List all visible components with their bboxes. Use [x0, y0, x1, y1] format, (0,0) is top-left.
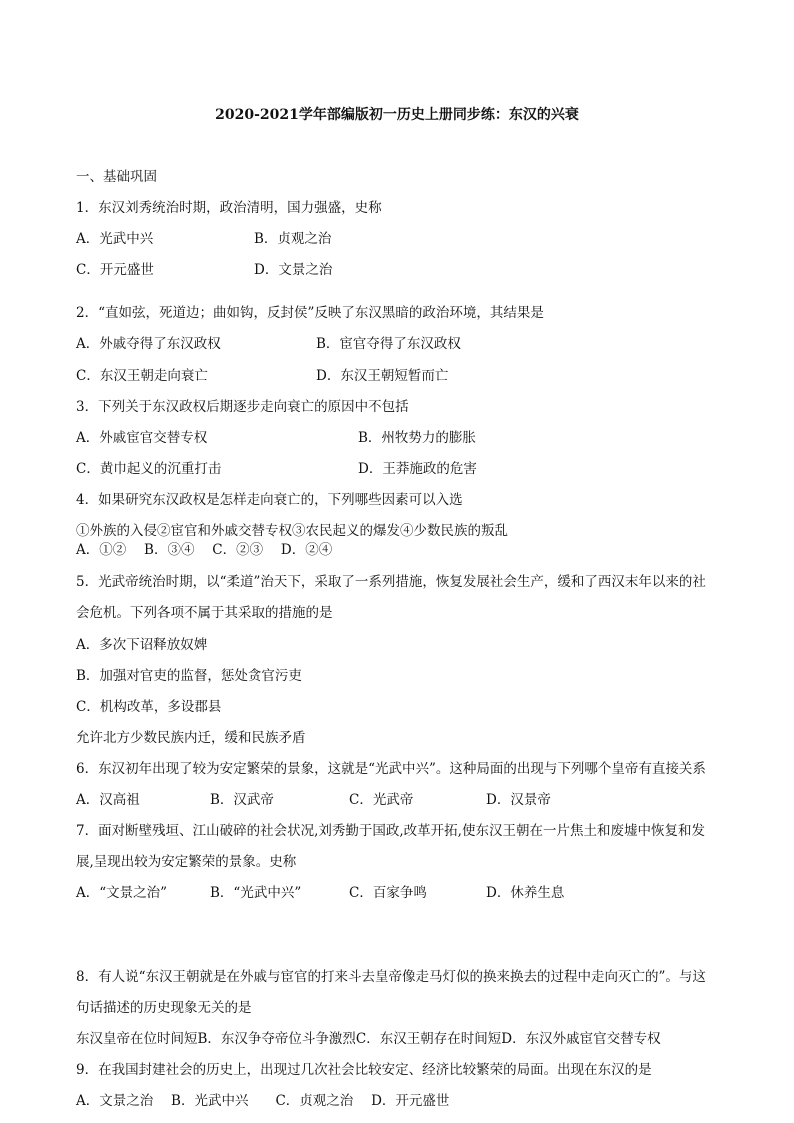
- q2-option-a: A．外戚夺得了东汉政权: [76, 336, 221, 352]
- page-title: 2020-2021学年部编版初一历史上册同步练：东汉的兴衰: [215, 107, 579, 123]
- q3-option-d: D．王莽施政的危害: [358, 461, 477, 477]
- q6-option-d: D．汉景帝: [486, 792, 551, 808]
- q6-option-b: B．汉武帝: [210, 792, 274, 808]
- q1-option-a: A．光武中兴: [76, 231, 154, 247]
- q3-option-a: A．外戚宦官交替专权: [76, 430, 208, 446]
- q5-stem-line2: 会危机。下列各项不属于其采取的措施的是: [76, 605, 333, 621]
- q5-option-b: B．加强对官吏的监督，惩处贪官污吏: [76, 668, 302, 684]
- q2-option-b: B．宦官夺得了东汉政权: [316, 336, 461, 352]
- q6-option-a: A．汉高祖: [76, 792, 140, 808]
- q4-options: A．①② B．③④ C．②③ D．②④: [76, 542, 333, 558]
- q5-stem-line1: 5．光武帝统治时期，以“柔道”治天下，采取了一系列措施，恢复发展社会生产，缓和了西汉末年以来的社: [76, 574, 706, 590]
- q2-option-d: D．东汉王朝短暂而亡: [316, 368, 449, 384]
- q1-option-c: C．开元盛世: [76, 262, 154, 278]
- q6-option-c: C．光武帝: [349, 792, 414, 808]
- q7-option-a: A．“文景之治”: [76, 885, 168, 901]
- q9-stem: 9．在我国封建社会的历史上，出现过几次社会比较安定、经济比较繁荣的局面。出现在东汉的是: [76, 1062, 652, 1078]
- q3-option-c: C．黄巾起义的沉重打击: [76, 461, 222, 477]
- q8-options: 东汉皇帝在位时间短B．东汉争夺帝位斗争激烈C．东汉王朝存在时间短D．东汉外戚宦官交替专权: [76, 1031, 661, 1047]
- q8-stem-line2: 句话描述的历史现象无关的是: [76, 1000, 252, 1016]
- q7-stem-line2: 展,呈现出较为安定繁荣的景象。史称: [76, 854, 297, 870]
- q7-option-c: C．百家争鸣: [349, 885, 427, 901]
- q1-option-d: D．文景之治: [254, 262, 333, 278]
- q5-option-a: A．多次下诏释放奴婢: [76, 637, 208, 653]
- q7-stem-line1: 7．面对断壁残垣、江山破碎的社会状况,刘秀勤于国政,改革开拓,使东汉王朝在一片焦土和废墟中恢复和发: [76, 823, 705, 839]
- q8-stem-line1: 8．有人说“东汉王朝就是在外戚与宦官的打来斗去皇帝像走马灯似的换来换去的过程中走向灭亡的”。与这: [76, 969, 706, 985]
- q7-option-b: B．“光武中兴”: [210, 885, 302, 901]
- q3-option-b: B．州牧势力的膨胀: [358, 430, 476, 446]
- q5-option-d: 允许北方少数民族内迁，缓和民族矛盾: [76, 730, 306, 746]
- q3-stem: 3．下列关于东汉政权后期逐步走向衰亡的原因中不包括: [76, 399, 409, 415]
- q7-option-d: D．休养生息: [486, 885, 565, 901]
- q1-stem: 1．东汉刘秀统治时期，政治清明，国力强盛，史称: [76, 200, 382, 216]
- q5-option-c: C．机构改革，多设郡县: [76, 699, 222, 715]
- q4-stem: 4．如果研究东汉政权是怎样走向衰亡的，下列哪些因素可以入选: [76, 492, 463, 508]
- q6-stem: 6．东汉初年出现了较为安定繁荣的景象，这就是“光武中兴”。这种局面的出现与下列哪个皇帝有直接关系: [76, 761, 706, 777]
- q2-option-c: C．东汉王朝走向衰亡: [76, 368, 208, 384]
- q1-option-b: B．贞观之治: [254, 231, 332, 247]
- q9-options: A．文景之治 B．光武中兴 C．贞观之治 D．开元盛世: [76, 1093, 450, 1109]
- q2-stem: 2．“直如弦，死道边；曲如钩，反封侯”反映了东汉黑暗的政治环境，其结果是: [76, 305, 544, 321]
- section-heading: 一、基础巩固: [76, 169, 157, 185]
- q4-items: ①外族的入侵②宦官和外戚交替专权③农民起义的爆发④少数民族的叛乱: [76, 523, 508, 539]
